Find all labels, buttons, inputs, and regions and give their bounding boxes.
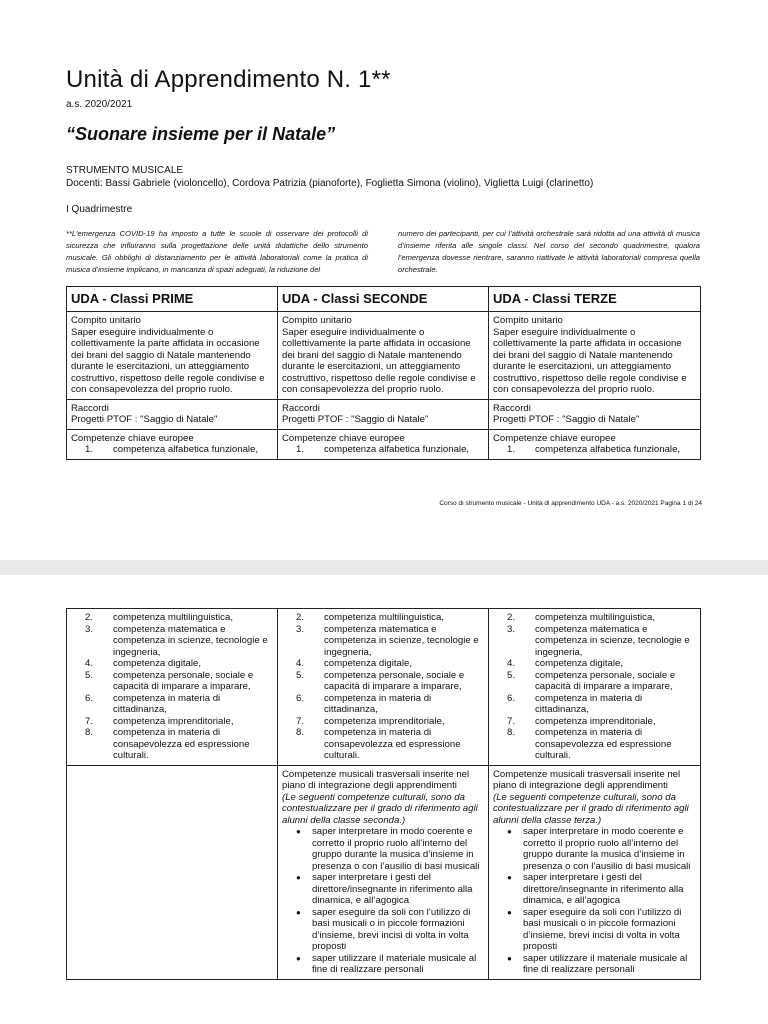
list-item: 4. competenza digitale, [507, 658, 623, 669]
competenze-list-cell [489, 609, 701, 766]
bullet-icon: ● [507, 873, 512, 882]
competenze-list [71, 612, 273, 762]
list-item: 5. competenza personale, sociale e capacità di imparare a imparare, [507, 669, 676, 692]
column-heading-seconde: UDA - Classi SECONDE [278, 287, 489, 312]
raccordi-label: Raccordi [71, 402, 109, 414]
list-item: 6. competenza in materia di cittadinanza, [296, 692, 432, 715]
raccordi-text: Progetti PTOF : "Saggio di Natale" [282, 414, 429, 425]
list-item: ● saper interpretare i gesti del direttore/insegnante in riferimento alla dinamica, e all’agogica [296, 872, 473, 906]
column-heading-prime: UDA - Classi PRIME [67, 287, 278, 312]
bullet-icon: ● [296, 873, 301, 882]
table-row-competenze [67, 429, 701, 459]
list-item: 7. competenza imprenditoriale, [85, 715, 234, 727]
list-item: 6. competenza in materia di cittadinanza, [85, 692, 221, 715]
compito-text: Saper eseguire individualmente o collettivamente la parte affidata in occasione dei brani del saggio di Natale mantenendo durante le esercitazioni, un atteggiamento costruttivo, rispettoso delle regole condivise e con consapevolezza del proprio ruolo. [282, 326, 476, 395]
list-item: 8. competenza in materia di consapevolezza ed espressione culturali. [85, 727, 250, 761]
compito-label: Compito unitario [71, 315, 141, 326]
semester: I Quadrimestre [66, 204, 133, 215]
trasversali-note: (Le seguenti competenze culturali, sono da contestualizzare per il grado di riferimento agli alunni della classe seconda.) [282, 791, 478, 826]
raccordi-text: Progetti PTOF : "Saggio di Natale" [493, 414, 640, 425]
raccordi-cell [489, 399, 701, 429]
list-item: 3. competenza matematica e competenza in scienze, tecnologie e ingegneria, [507, 623, 690, 658]
bullet-icon: ● [296, 907, 301, 917]
list-item: 4. competenza digitale, [85, 658, 201, 669]
competenze-label: Competenze chiave europee [282, 432, 405, 444]
raccordi-label: Raccordi [493, 402, 531, 414]
list-item: ● saper utilizzare il materiale musicale al fine di realizzare personali [296, 952, 477, 975]
raccordi-text: Progetti PTOF : "Saggio di Natale" [71, 414, 218, 425]
covid-note-right: numero dei partecipanti, per cui l’attività orchestrale sarà ridotta ad una attività di musica d’insieme riferita alle singole classi. Nel corso del secondo quadrimestre, qualora l’emergenza dovesse rientrare, saranno riattivate le attività laboratoriali compresa quella orchestrale. [398, 229, 700, 274]
school-year: a.s. 2020/2021 [66, 99, 133, 110]
competenze-list-cell [278, 609, 489, 766]
bullet-icon: ● [507, 827, 512, 836]
trasversali-list [282, 826, 484, 976]
list-item: 2. competenza multilinguistica, [85, 612, 233, 623]
competenze-cell [278, 429, 489, 459]
compito-text: Saper eseguire individualmente o collettivamente la parte affidata in occasione dei brani del saggio di Natale mantenendo durante le esercitazioni, un atteggiamento costruttivo, rispettoso delle regole condivise e con consapevolezza del proprio ruolo. [71, 326, 265, 395]
list-item: 2. competenza multilinguistica, [296, 612, 444, 623]
page-2 [0, 575, 768, 1024]
bullet-icon: ● [296, 827, 301, 836]
competenze-label: Competenze chiave europee [493, 432, 616, 444]
trasversali-label: Competenze musicali trasversali inserite nel piano di integrazione degli apprendimenti [493, 768, 681, 791]
covid-note-left: **L’emergenza COVID-19 ha imposto a tutte le scuole di osservare dei protocolli di sicurezza che influiranno sulla progettazione delle unità didattiche dello strumento musicale. Gli obblighi di distanziamento per le attività laboratoriali come la pratica di musica d’insieme implicano, in mancanza di spazi adeguati, la riduzione del [66, 229, 368, 274]
list-item: 8. competenza in materia di consapevolezza ed espressione culturali. [507, 727, 672, 761]
compito-text: Saper eseguire individualmente o collettivamente la parte affidata in occasione dei brani del saggio di Natale mantenendo durante le esercitazioni, un atteggiamento costruttivo, rispettoso delle regole condivise e con consapevolezza del proprio ruolo. [493, 326, 687, 395]
table-header-row [67, 287, 701, 312]
raccordi-cell [278, 399, 489, 429]
compito-cell [67, 312, 278, 400]
trasversali-list [493, 826, 696, 976]
trasversali-cell [489, 765, 701, 979]
uda-table-page-2 [66, 608, 701, 980]
subject: STRUMENTO MUSICALE [66, 165, 184, 176]
list-item: ● saper interpretare in modo coerente e corretto il proprio ruolo all’interno del gruppo durante la musica d’insieme in presenza o con l’ausilio di basi musicali [296, 826, 480, 872]
uda-table-page-1 [66, 286, 701, 460]
raccordi-label: Raccordi [282, 402, 320, 414]
compito-label: Compito unitario [282, 315, 352, 326]
bullet-icon: ● [507, 907, 512, 917]
list-item: 1. competenza alfabetica funzionale, [507, 444, 681, 455]
bullet-icon: ● [507, 953, 512, 963]
list-item: ● saper eseguire da soli con l’utilizzo di basi musicali o in piccole formazioni d’insieme, brevi incisi di volta in volta proposti [507, 906, 682, 952]
list-item: 1. competenza alfabetica funzionale, [85, 444, 259, 455]
list-item: 5. competenza personale, sociale e capacità di imparare a imparare, [296, 669, 465, 692]
list-item: 5. competenza personale, sociale e capacità di imparare a imparare, [85, 669, 254, 692]
compito-cell [278, 312, 489, 400]
document-title: Unità di Apprendimento N. 1** [66, 66, 391, 93]
list-item: 7. competenza imprenditoriale, [296, 715, 445, 727]
trasversali-cell [278, 765, 489, 979]
competenze-cell [67, 429, 278, 459]
list-item: ● saper interpretare i gesti del direttore/insegnante in riferimento alla dinamica, e all’agogica [507, 872, 684, 906]
document-subtitle: “Suonare insieme per il Natale” [66, 124, 336, 144]
list-item: 1. competenza alfabetica funzionale, [296, 444, 470, 455]
bullet-icon: ● [296, 953, 301, 963]
list-item: 8. competenza in materia di consapevolezza ed espressione culturali. [296, 727, 461, 761]
empty-cell [67, 765, 278, 979]
list-item: ● saper eseguire da soli con l’utilizzo di basi musicali o in piccole formazioni d’insieme, brevi incisi di volta in volta proposti [296, 906, 471, 952]
table-row-raccordi [67, 399, 701, 429]
teachers: Docenti: Bassi Gabriele (violoncello), Cordova Patrizia (pianoforte), Foglietta Simona (violino), Viglietta Luigi (clarinetto) [66, 178, 594, 189]
table-row-trasversali [67, 765, 701, 979]
raccordi-cell [67, 399, 278, 429]
trasversali-note: (Le seguenti competenze culturali, sono da contestualizzare per il grado di riferimento agli alunni della classe terza.) [493, 791, 689, 826]
table-row-competenze-continued [67, 609, 701, 766]
trasversali-label: Competenze musicali trasversali inserite nel piano di integrazione degli apprendimenti [282, 768, 470, 791]
list-item: 2. competenza multilinguistica, [507, 612, 655, 623]
competenze-label: Competenze chiave europee [71, 432, 194, 444]
list-item: 3. competenza matematica e competenza in scienze, tecnologie e ingegneria, [85, 623, 268, 658]
column-heading-terze: UDA - Classi TERZE [489, 287, 701, 312]
compito-label: Compito unitario [493, 315, 563, 326]
list-item: 7. competenza imprenditoriale, [507, 715, 656, 727]
table-row-compito [67, 312, 701, 400]
list-item: 3. competenza matematica e competenza in scienze, tecnologie e ingegneria, [296, 623, 479, 658]
page-footer: Corso di strumento musicale - Unità di apprendimento UDA - a.s. 2020/2021 Pagina 1 di 24 [439, 500, 702, 507]
list-item: ● saper interpretare in modo coerente e corretto il proprio ruolo all’interno del gruppo durante la musica d’insieme in presenza o con l’ausilio di basi musicali [507, 826, 691, 872]
competenze-cell [489, 429, 701, 459]
competenze-list-cell [67, 609, 278, 766]
competenze-list [493, 612, 696, 762]
list-item: ● saper utilizzare il materiale musicale al fine di realizzare personali [507, 952, 688, 975]
compito-cell [489, 312, 701, 400]
list-item: 6. competenza in materia di cittadinanza, [507, 692, 643, 715]
list-item: 4. competenza digitale, [296, 658, 412, 669]
competenze-list [282, 612, 484, 762]
